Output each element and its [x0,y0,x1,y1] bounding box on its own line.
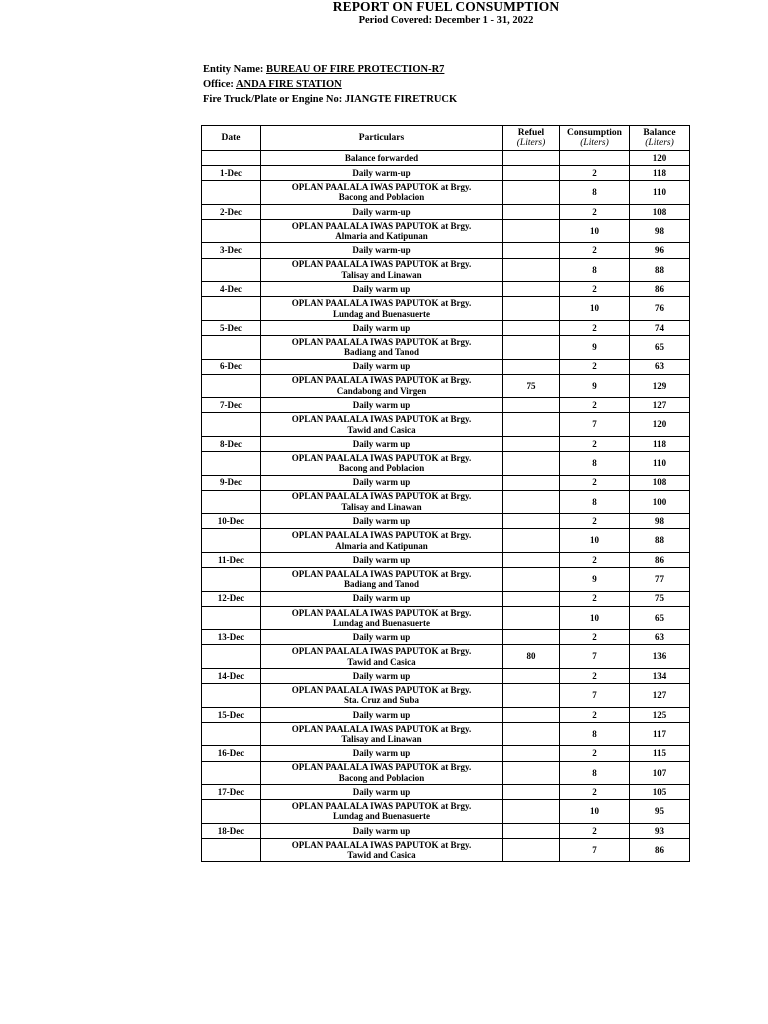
refuel-cell [503,436,560,451]
particulars-cell: OPLAN PAALALA IWAS PAPUTOK at Brgy. Almaria and Katipunan [261,529,503,553]
entity-name-label: Entity Name: [203,64,266,75]
refuel-cell [503,552,560,567]
date-cell: 1-Dec [202,166,261,181]
refuel-cell [503,398,560,413]
balance-cell: 110 [630,452,690,476]
date-cell [202,181,261,205]
refuel-cell [503,475,560,490]
table-row [202,398,690,413]
date-cell [202,490,261,514]
particulars-cell: Daily warm up [261,746,503,761]
header-date: Date [202,126,261,151]
table-row [202,320,690,335]
particulars-cell: OPLAN PAALALA IWAS PAPUTOK at Brgy. Badiang and Tanod [261,335,503,359]
consumption-cell [560,151,630,166]
balance-cell: 88 [630,529,690,553]
consumption-cell: 2 [560,204,630,219]
date-cell [202,568,261,592]
date-cell [202,722,261,746]
consumption-cell: 9 [560,374,630,398]
table-row [202,645,690,669]
particulars-cell: Daily warm up [261,785,503,800]
date-cell: 11-Dec [202,552,261,567]
date-cell: 16-Dec [202,746,261,761]
header-particulars: Particulars [261,126,503,151]
table-row [202,181,690,205]
date-cell [202,838,261,862]
date-cell [202,219,261,243]
consumption-cell: 2 [560,243,630,258]
balance-cell: 65 [630,606,690,630]
refuel-cell [503,630,560,645]
table-row [202,707,690,722]
consumption-cell: 2 [560,823,630,838]
table-row [202,243,690,258]
table-row [202,282,690,297]
date-cell: 5-Dec [202,320,261,335]
table-row [202,669,690,684]
consumption-cell: 8 [560,452,630,476]
date-cell [202,529,261,553]
balance-cell: 136 [630,645,690,669]
consumption-cell: 7 [560,684,630,708]
balance-cell: 118 [630,436,690,451]
refuel-cell [503,359,560,374]
refuel-cell [503,413,560,437]
balance-cell: 100 [630,490,690,514]
consumption-cell: 2 [560,282,630,297]
refuel-cell [503,335,560,359]
table-row [202,529,690,553]
table-header-row [202,126,690,151]
particulars-cell: Daily warm up [261,591,503,606]
date-cell [202,413,261,437]
consumption-cell: 7 [560,645,630,669]
particulars-cell: OPLAN PAALALA IWAS PAPUTOK at Brgy. Talisay and Linawan [261,722,503,746]
table-row [202,258,690,282]
balance-cell: 95 [630,800,690,824]
table-row [202,838,690,862]
consumption-cell: 10 [560,800,630,824]
refuel-cell [503,800,560,824]
balance-cell: 117 [630,722,690,746]
particulars-cell: OPLAN PAALALA IWAS PAPUTOK at Brgy. Bacong and Poblacion [261,452,503,476]
table-row [202,475,690,490]
particulars-cell: Daily warm up [261,320,503,335]
consumption-cell: 10 [560,606,630,630]
consumption-cell: 7 [560,413,630,437]
balance-cell: 74 [630,320,690,335]
refuel-cell: 80 [503,645,560,669]
consumption-cell: 2 [560,707,630,722]
particulars-cell: OPLAN PAALALA IWAS PAPUTOK at Brgy. Bacong and Poblacion [261,761,503,785]
header-balance: Balance (Liters) [630,126,690,151]
particulars-cell: OPLAN PAALALA IWAS PAPUTOK at Brgy. Sta. Cruz and Suba [261,684,503,708]
date-cell [202,800,261,824]
consumption-cell: 2 [560,166,630,181]
consumption-cell: 2 [560,785,630,800]
refuel-cell [503,838,560,862]
entity-name-line [203,64,444,75]
balance-cell: 134 [630,669,690,684]
particulars-cell: Daily warm up [261,282,503,297]
refuel-cell [503,514,560,529]
report-title: REPORT ON FUEL CONSUMPTION [332,0,560,14]
particulars-cell: OPLAN PAALALA IWAS PAPUTOK at Brgy. Candabong and Virgen [261,374,503,398]
balance-cell: 105 [630,785,690,800]
refuel-cell [503,591,560,606]
date-cell: 13-Dec [202,630,261,645]
balance-cell: 110 [630,181,690,205]
fuel-consumption-table [201,125,690,862]
balance-cell: 76 [630,297,690,321]
table-row [202,166,690,181]
refuel-cell [503,452,560,476]
table-row [202,490,690,514]
balance-cell: 98 [630,219,690,243]
date-cell [202,645,261,669]
balance-cell: 107 [630,761,690,785]
table-row [202,413,690,437]
consumption-cell: 8 [560,490,630,514]
balance-cell: 93 [630,823,690,838]
consumption-cell: 8 [560,761,630,785]
table-row [202,785,690,800]
particulars-cell: Daily warm up [261,707,503,722]
balance-cell: 86 [630,552,690,567]
table-row [202,452,690,476]
balance-cell: 108 [630,475,690,490]
refuel-cell [503,243,560,258]
refuel-cell [503,761,560,785]
consumption-cell: 8 [560,258,630,282]
particulars-cell: OPLAN PAALALA IWAS PAPUTOK at Brgy. Talisay and Linawan [261,258,503,282]
refuel-cell [503,204,560,219]
consumption-cell: 8 [560,181,630,205]
balance-cell: 129 [630,374,690,398]
consumption-cell: 2 [560,514,630,529]
balance-cell: 118 [630,166,690,181]
table-row [202,823,690,838]
particulars-cell: Daily warm up [261,823,503,838]
consumption-cell: 2 [560,746,630,761]
particulars-cell: Daily warm up [261,359,503,374]
refuel-cell [503,490,560,514]
refuel-cell [503,606,560,630]
balance-cell: 120 [630,413,690,437]
refuel-cell [503,722,560,746]
balance-cell: 108 [630,204,690,219]
refuel-cell [503,258,560,282]
particulars-cell: Daily warm up [261,669,503,684]
table-row [202,746,690,761]
consumption-cell: 2 [560,630,630,645]
particulars-cell: OPLAN PAALALA IWAS PAPUTOK at Brgy. Tawid and Casica [261,413,503,437]
balance-cell: 86 [630,282,690,297]
date-cell [202,151,261,166]
consumption-cell: 2 [560,398,630,413]
date-cell [202,684,261,708]
particulars-cell: Daily warm up [261,475,503,490]
consumption-cell: 2 [560,669,630,684]
particulars-cell: Daily warm up [261,552,503,567]
refuel-cell: 75 [503,374,560,398]
particulars-cell: Daily warm-up [261,166,503,181]
particulars-cell: OPLAN PAALALA IWAS PAPUTOK at Brgy. Badiang and Tanod [261,568,503,592]
date-cell: 3-Dec [202,243,261,258]
office-label: Office: [203,79,236,90]
table-row [202,436,690,451]
particulars-cell: OPLAN PAALALA IWAS PAPUTOK at Brgy. Almaria and Katipunan [261,219,503,243]
refuel-cell [503,785,560,800]
date-cell [202,335,261,359]
table-row [202,204,690,219]
balance-cell: 125 [630,707,690,722]
date-cell [202,761,261,785]
refuel-cell [503,297,560,321]
consumption-cell: 2 [560,591,630,606]
consumption-cell: 9 [560,335,630,359]
refuel-cell [503,151,560,166]
office-line [203,79,342,90]
particulars-cell: OPLAN PAALALA IWAS PAPUTOK at Brgy. Talisay and Linawan [261,490,503,514]
balance-cell: 75 [630,591,690,606]
date-cell [202,297,261,321]
table-row [202,514,690,529]
particulars-cell: Daily warm up [261,514,503,529]
particulars-cell: OPLAN PAALALA IWAS PAPUTOK at Brgy. Lundag and Buenasuerte [261,800,503,824]
consumption-cell: 9 [560,568,630,592]
refuel-cell [503,746,560,761]
header-consumption: Consumption (Liters) [560,126,630,151]
date-cell: 14-Dec [202,669,261,684]
consumption-cell: 10 [560,297,630,321]
refuel-cell [503,166,560,181]
refuel-cell [503,282,560,297]
date-cell: 18-Dec [202,823,261,838]
balance-cell: 63 [630,359,690,374]
date-cell: 2-Dec [202,204,261,219]
refuel-cell [503,707,560,722]
refuel-cell [503,320,560,335]
balance-cell: 98 [630,514,690,529]
particulars-cell: OPLAN PAALALA IWAS PAPUTOK at Brgy. Lundag and Buenasuerte [261,297,503,321]
refuel-cell [503,568,560,592]
table-row [202,552,690,567]
consumption-cell: 2 [560,436,630,451]
date-cell [202,374,261,398]
date-cell: 9-Dec [202,475,261,490]
refuel-cell [503,684,560,708]
refuel-cell [503,669,560,684]
balance-cell: 86 [630,838,690,862]
particulars-cell: Daily warm up [261,398,503,413]
particulars-cell: Daily warm-up [261,204,503,219]
date-cell: 10-Dec [202,514,261,529]
date-cell: 8-Dec [202,436,261,451]
office-value: ANDA FIRE STATION [235,79,342,90]
table-row [202,722,690,746]
balance-cell: 65 [630,335,690,359]
refuel-cell [503,823,560,838]
entity-name-value: BUREAU OF FIRE PROTECTION-R7 [266,64,445,75]
date-cell: 6-Dec [202,359,261,374]
balance-cell: 115 [630,746,690,761]
table-row [202,374,690,398]
date-cell: 4-Dec [202,282,261,297]
particulars-cell: Daily warm up [261,630,503,645]
particulars-cell: Balance forwarded [261,151,503,166]
table-row [202,630,690,645]
header-refuel: Refuel (Liters) [503,126,560,151]
balance-cell: 127 [630,398,690,413]
consumption-cell: 2 [560,320,630,335]
table-row [202,591,690,606]
particulars-cell: OPLAN PAALALA IWAS PAPUTOK at Brgy. Lundag and Buenasuerte [261,606,503,630]
date-cell [202,606,261,630]
table-row [202,359,690,374]
consumption-cell: 2 [560,359,630,374]
refuel-cell [503,181,560,205]
balance-cell: 88 [630,258,690,282]
particulars-cell: OPLAN PAALALA IWAS PAPUTOK at Brgy. Tawid and Casica [261,838,503,862]
particulars-cell: Daily warm up [261,436,503,451]
balance-cell: 127 [630,684,690,708]
balance-cell: 63 [630,630,690,645]
consumption-cell: 10 [560,219,630,243]
date-cell: 7-Dec [202,398,261,413]
particulars-cell: OPLAN PAALALA IWAS PAPUTOK at Brgy. Tawid and Casica [261,645,503,669]
date-cell [202,452,261,476]
table-row [202,219,690,243]
fire-truck-value: JIANGTE FIRETRUCK [344,94,458,105]
table-row [202,761,690,785]
fire-truck-label: Fire Truck/Plate or Engine No: [203,94,345,105]
table-row [202,800,690,824]
consumption-cell: 7 [560,838,630,862]
refuel-cell [503,529,560,553]
date-cell: 12-Dec [202,591,261,606]
consumption-cell: 2 [560,475,630,490]
table-row [202,568,690,592]
balance-cell: 120 [630,151,690,166]
consumption-cell: 2 [560,552,630,567]
period-covered: Period Covered: December 1 - 31, 2022 [358,15,534,26]
date-cell [202,258,261,282]
table-row [202,606,690,630]
table-row [202,684,690,708]
balance-cell: 77 [630,568,690,592]
refuel-cell [503,219,560,243]
consumption-cell: 8 [560,722,630,746]
balance-cell: 96 [630,243,690,258]
table-row [202,151,690,166]
date-cell: 17-Dec [202,785,261,800]
consumption-cell: 10 [560,529,630,553]
particulars-cell: OPLAN PAALALA IWAS PAPUTOK at Brgy. Bacong and Poblacion [261,181,503,205]
table-row [202,297,690,321]
fire-truck-line [203,94,457,105]
particulars-cell: Daily warm-up [261,243,503,258]
table-row [202,335,690,359]
date-cell: 15-Dec [202,707,261,722]
